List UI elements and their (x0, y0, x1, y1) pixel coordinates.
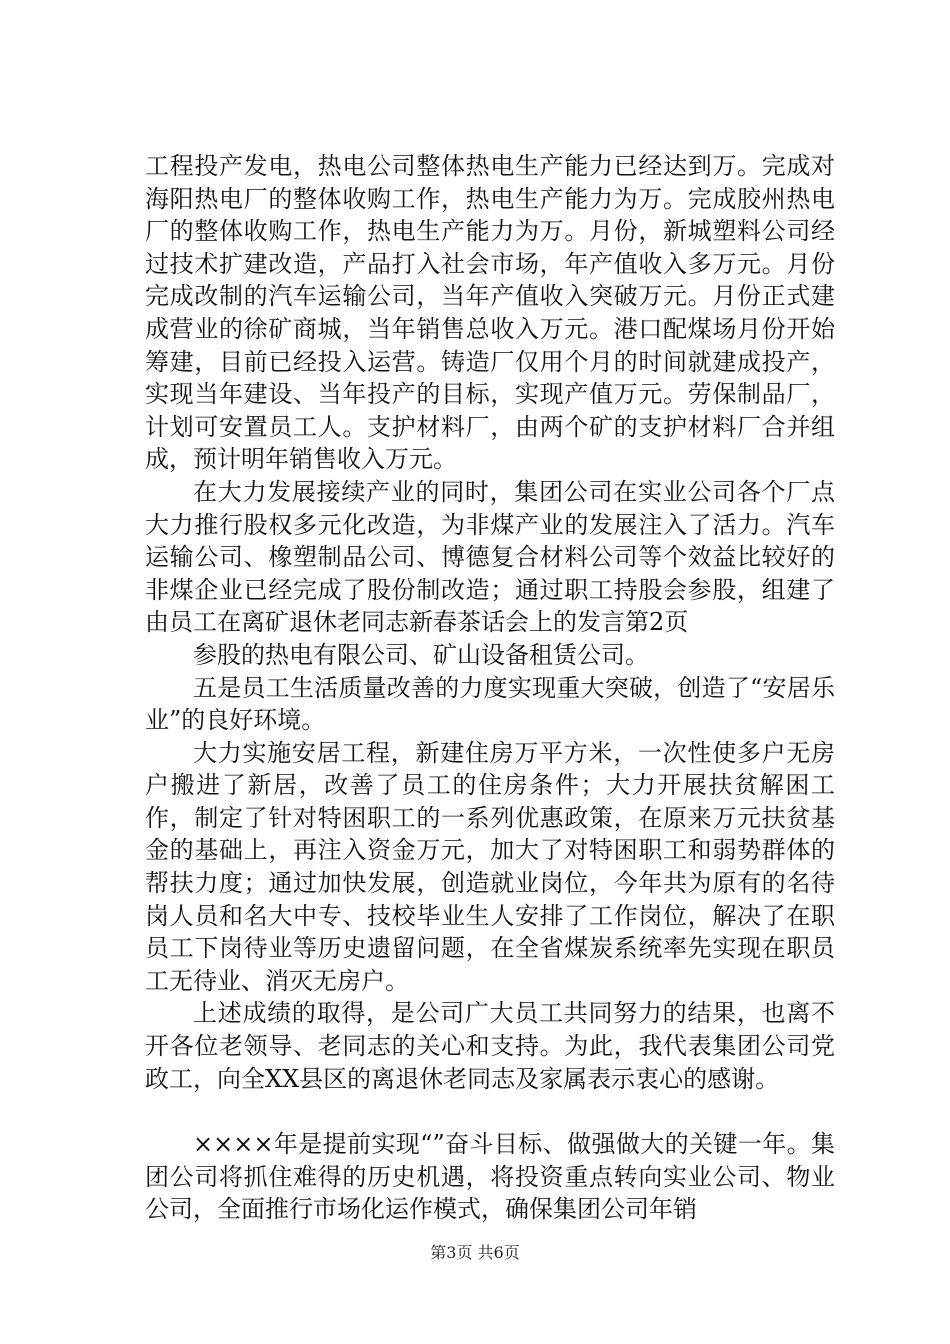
page-footer: 第3页 共6页 (430, 1243, 520, 1262)
paragraph-1: 工程投产发电，热电公司整体热电生产能力已经达到万。完成对海阳热电厂的整体收购工作，热电生产能力为万。完成胶州热电厂的整体收购工作，热电生产能力为万。月份，新城塑料公司经过技术扩建改造，产品打入社会市场，年产值收入多万元。月份完成改制的汽车运输公司，当年产值收入突破万元。月份正式建成营业的徐矿商城，当年销售总收入万元。港口配煤场月份开始筹建，目前已经投入运营。铸造厂仅用个月的时间就建成投产，实现当年建设、当年投产的目标，实现产值万元。劳保制品厂，计划可安置员工人。支护材料厂，由两个矿的支护材料厂合并组成，预计明年销售收入万元。 (145, 152, 835, 474)
paragraph-4: 五是员工生活质量改善的力度实现重大突破，创造了“安居乐业”的良好环境。 (145, 673, 835, 735)
paragraph-7: ××××年是提前实现“”奋斗目标、做强做大的关键一年。集团公司将抓住难得的历史机遇，将投资重点转向实业公司、物业公司，全面推行市场化运作模式，确保集团公司年销 (145, 1130, 835, 1224)
paragraph-3: 参股的热电有限公司、矿山设备租赁公司。 (193, 640, 649, 669)
paragraph-5: 大力实施安居工程，新建住房万平方米，一次性使多户无房户搬进了新居，改善了员工的住房条件；大力开展扶贫解困工作，制定了针对特困职工的一系列优惠政策，在原来万元扶贫基金的基础上，再注入资金万元，加大了对特困职工和弱势群体的帮扶力度；通过加快发展，创造就业岗位，今年共为原有的名待岗人员和名大中专、技校毕业生人安排了工作岗位，解决了在职员工下岗待业等历史遗留问题，在全省煤炭系统率先实现在职员工无待业、消灭无房户。 (145, 738, 835, 995)
document-body (145, 150, 835, 1226)
paragraph-6: 上述成绩的取得，是公司广大员工共同努力的结果，也离不开各位老领导、老同志的关心和支持。为此，我代表集团公司党政工，向全XX县区的离退休老同志及家属表示衷心的感谢。 (145, 999, 835, 1093)
paragraph-gap (145, 1095, 835, 1128)
paragraph-2: 在大力发展接续产业的同时，集团公司在实业公司各个厂点大力推行股权多元化改造，为非煤产业的发展注入了活力。汽车运输公司、橡塑制品公司、博德复合材料公司等个效益比较好的非煤企业已经完成了股份制改造；通过职工持股会参股，组建了由员工在离矿退休老同志新春茶话会上的发言第2页 (145, 477, 835, 637)
